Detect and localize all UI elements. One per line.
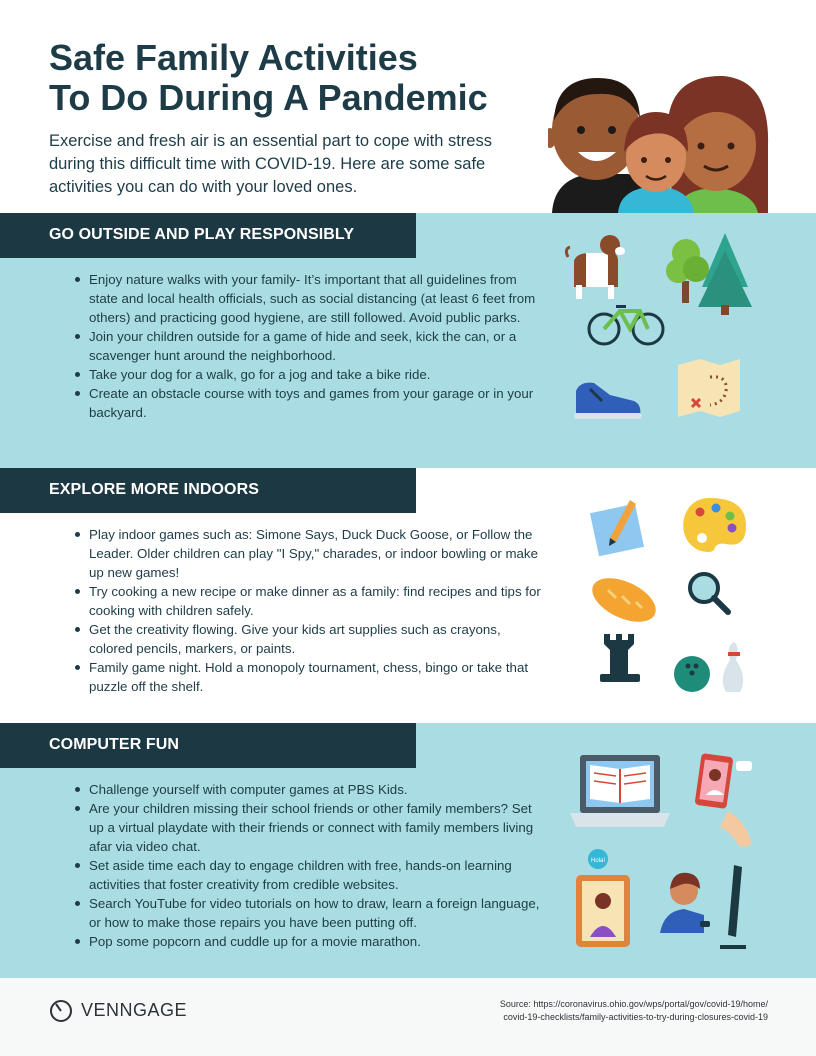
section-computer-header bbox=[0, 723, 416, 768]
computer-icons bbox=[560, 751, 760, 961]
brand-logo bbox=[49, 997, 187, 1023]
bread-icon bbox=[586, 569, 663, 630]
speech-bubble-text: Hola! bbox=[590, 858, 606, 864]
section-computer-heading: COMPUTER FUN bbox=[49, 736, 180, 753]
source-line-2: covid-19-checklists/family-activities-to-try-during-closures-covid-19 bbox=[503, 1012, 768, 1022]
list-item: Get the creativity flowing. Give your kids art supplies such as crayons, colored pencils, markers, or paints. bbox=[89, 620, 541, 658]
chess-rook-icon bbox=[600, 634, 640, 682]
list-item: Play indoor games such as: Simone Says, Duck Duck Goose, or Follow the Leader. Older children can play "I Spy," charades, or indoor bowling or make up new games! bbox=[89, 525, 541, 582]
indoor-icons bbox=[560, 494, 760, 699]
section-outdoor-header bbox=[0, 213, 416, 258]
section-indoor bbox=[0, 468, 816, 723]
trees-icon bbox=[666, 233, 752, 315]
brand-name: VENNGAGE bbox=[81, 999, 188, 1020]
laptop-book-icon bbox=[570, 755, 670, 827]
section-indoor-header bbox=[0, 468, 416, 513]
venngage-logo-icon bbox=[49, 998, 73, 1022]
magnifier-icon bbox=[690, 574, 728, 612]
section-outdoor-list bbox=[89, 270, 541, 422]
list-item: Are your children missing their school friends or other family members? Set up a virtual playdate with their friends or connect with family members living afar via video chat. bbox=[89, 799, 541, 856]
page-title bbox=[49, 38, 549, 118]
list-item: Create an obstacle course with toys and games from your garage or in your backyard. bbox=[89, 384, 541, 422]
list-item: Family game night. Hold a monopoly tournament, chess, bingo or take that puzzle off the shelf. bbox=[89, 658, 541, 696]
section-indoor-heading: EXPLORE MORE INDOORS bbox=[49, 481, 260, 498]
section-outdoor bbox=[0, 213, 816, 468]
list-item: Set aside time each day to engage children with free, hands-on learning activities that foster creativity from credible websites. bbox=[89, 856, 541, 894]
family-icon bbox=[548, 70, 770, 213]
footer bbox=[0, 978, 816, 1056]
outdoor-icons bbox=[560, 231, 760, 446]
section-computer bbox=[0, 723, 816, 978]
bowling-icon bbox=[674, 642, 743, 692]
tablet-video-call-icon bbox=[576, 849, 630, 947]
notepad-pencil-icon bbox=[590, 500, 644, 556]
list-item: Search YouTube for video tutorials on how to draw, learn a foreign language, or how to make those repairs you have been putting off. bbox=[89, 896, 540, 930]
treasure-map-icon bbox=[678, 359, 740, 417]
sneaker-icon bbox=[574, 383, 642, 419]
title-line-2: To Do During A Pandemic bbox=[49, 77, 488, 118]
list-item: Join your children outside for a game of hide and seek, kick the can, or a scavenger hunt around the neighborhood. bbox=[89, 327, 541, 365]
list-item: Pop some popcorn and cuddle up for a movie marathon. bbox=[89, 932, 541, 951]
section-outdoor-heading: GO OUTSIDE AND PLAY RESPONSIBLY bbox=[49, 226, 355, 243]
section-computer-list bbox=[89, 780, 541, 951]
source-line-1: Source: https://coronavirus.ohio.gov/wps/portal/gov/covid-19/home/ bbox=[499, 999, 768, 1009]
intro-text: Exercise and fresh air is an essential part to cope with stress during this difficult time with COVID-19. Here are some safe activities you can do with your loved ones. bbox=[49, 132, 492, 196]
section-indoor-list bbox=[89, 525, 541, 696]
paint-palette-icon bbox=[683, 498, 746, 552]
bicycle-icon bbox=[589, 305, 663, 344]
list-item: Try cooking a new recipe or make dinner as a family: find recipes and tips for cooking with children safely. bbox=[89, 584, 541, 618]
list-item: Enjoy nature walks with your family- It’s important that all guidelines from state and local health officials, such as social distancing (at least 6 feet from others) and practicing good hygiene, are still followed. Avoid public parks. bbox=[89, 270, 541, 327]
boy-at-computer-icon bbox=[660, 865, 746, 947]
title-line-1: Safe Family Activities bbox=[49, 37, 418, 78]
dog-icon bbox=[566, 235, 625, 299]
source-text bbox=[438, 998, 768, 1024]
list-item: Challenge yourself with computer games at PBS Kids. bbox=[89, 780, 541, 799]
phone-video-call-icon bbox=[695, 753, 752, 847]
list-item: Take your dog for a walk, go for a jog and take a bike ride. bbox=[89, 365, 541, 384]
